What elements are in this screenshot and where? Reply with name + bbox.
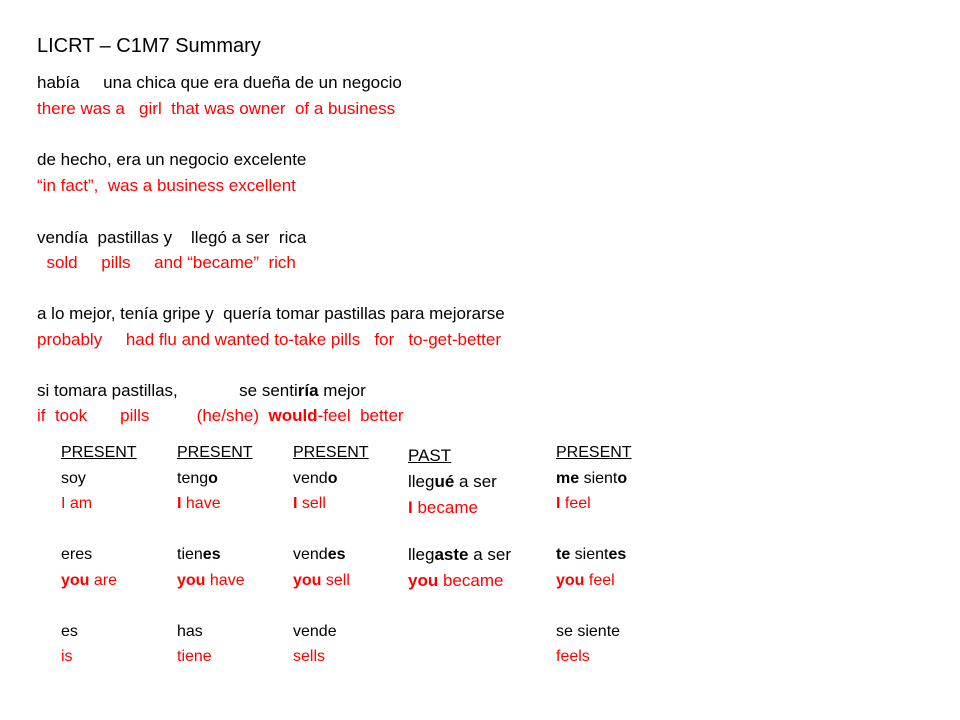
column-heading: PAST [408,446,452,465]
form-es: me siento [556,469,628,487]
sentence-2-spanish: de hecho, era un negocio excelente [37,150,307,169]
sentence-2-english: “in fact”, was a business excellent [37,176,296,195]
form-en: I feel [556,495,591,512]
form-en: you have [177,571,245,589]
form-es: eres [61,546,93,563]
conjugation-column-vender [293,440,369,670]
sentence-4-english: probably had flu and wanted to-take pills for to-get-better [37,330,501,349]
form-en: I am [61,495,93,512]
form-en: you feel [556,571,615,589]
form-es: vendo [293,469,338,487]
sentence-1-spanish: había una chica que era dueña de un negocio [37,73,402,92]
form-es: vende [293,622,337,640]
slide-title: LICRT – C1M7 Summary [37,35,261,57]
conjugation-column-llegar [408,443,511,594]
column-heading: PRESENT [293,444,369,461]
sentence-5-english [37,405,404,427]
sentence-5-part: si tomara pastillas, se senti [37,381,298,400]
sentence-3-spanish: vendía pastillas y llegó a ser rica [37,228,307,247]
sentence-5-spanish [37,380,366,402]
sentence-5-en-part: if took pills (he/she) [37,406,269,425]
form-en: you became [408,571,504,590]
conjugation-column-ser [61,440,137,670]
form-en: you are [61,571,118,589]
form-en: I became [408,498,478,517]
form-en: feels [556,648,590,665]
form-en: sells [293,648,326,665]
sentence-1-english: there was a girl that was owner of a business [37,99,396,118]
form-es: llegué a ser [408,472,497,491]
sentence-5-part: mejor [318,381,366,400]
conjugation-column-tener [177,440,253,670]
form-es: soy [61,469,86,487]
column-heading: PRESENT [177,444,253,461]
form-es: vendes [293,546,346,563]
form-en: is [61,648,73,665]
conjugation-column-sentir [556,440,632,670]
form-en: tiene [177,648,212,665]
form-en: I have [177,495,221,512]
form-en: you sell [293,571,350,589]
column-heading: PRESENT [61,444,137,461]
sentence-4-spanish: a lo mejor, tenía gripe y quería tomar pastillas para mejorarse [37,304,505,323]
sentence-5-en-would: would [268,406,318,425]
form-es: tienes [177,546,221,563]
form-es: se siente [556,622,621,640]
sentence-3-english: sold pills and “became” rich [37,253,296,272]
sentence-5-ending: ría [297,381,319,400]
form-es: tengo [177,469,218,487]
sentence-5-en-part: -feel better [317,406,404,425]
form-es: llegaste a ser [408,545,512,564]
column-heading: PRESENT [556,444,632,461]
form-en: I sell [293,495,326,512]
form-es: te sientes [556,546,627,563]
form-es: has [177,622,203,640]
form-es: es [61,622,78,640]
